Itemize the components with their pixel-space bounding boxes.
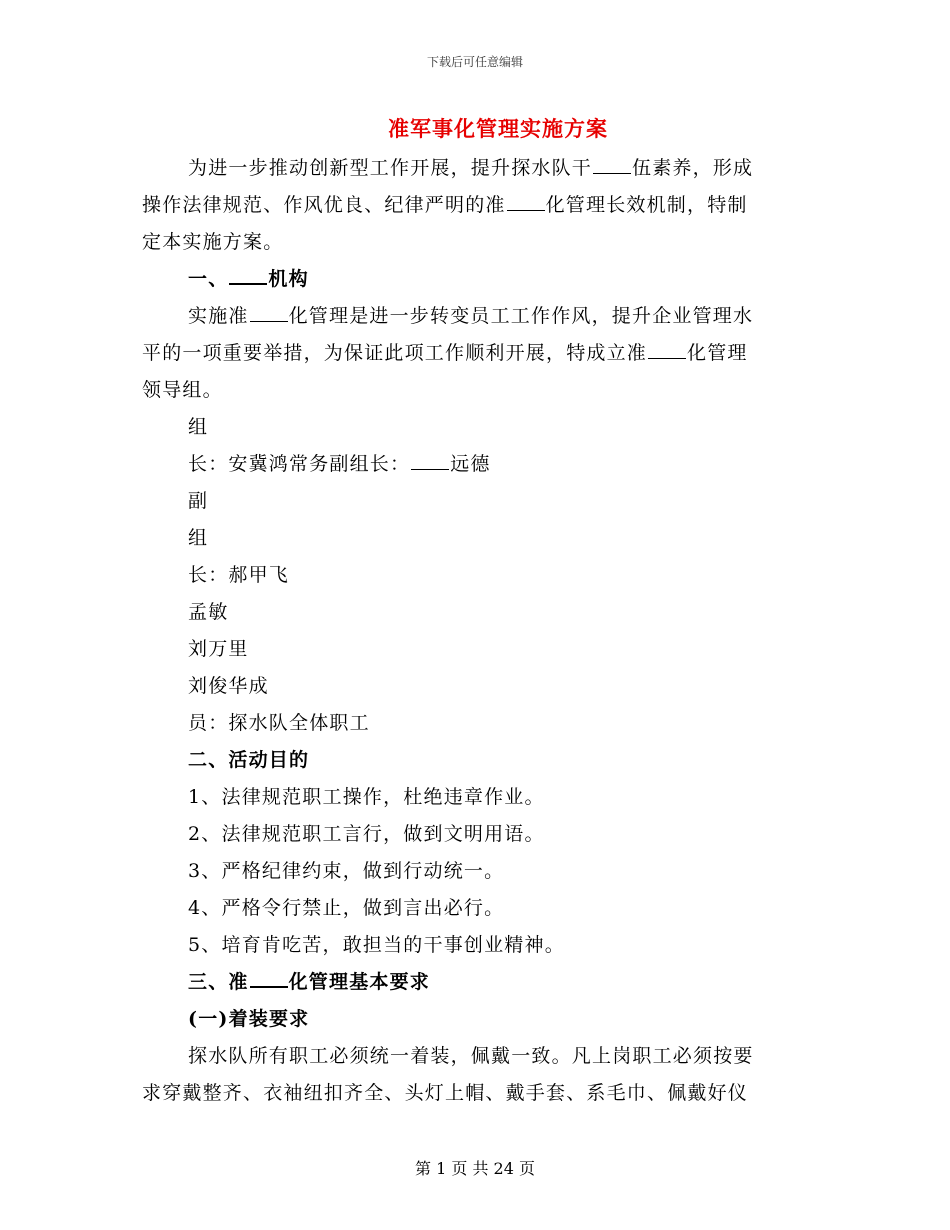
intro-text: 为进一步推动创新型工作开展，提升探水队干 (188, 157, 593, 179)
org-line: 组 (188, 527, 209, 549)
section-3-heading (142, 964, 802, 1001)
heading-text: 三、准 (188, 971, 249, 993)
section-2-heading: 二、活动目的 (188, 749, 310, 771)
section-3-para-line-2: 求穿戴整齐、衣袖纽扣齐全、头灯上帽、戴手套、系毛巾、佩戴好仪 (142, 1082, 749, 1104)
intro-line-3: 定本实施方案。 (142, 231, 284, 253)
intro-text: 操作法律规范、作风优良、纪律严明的准 (142, 194, 506, 216)
section-1-para-line-1 (142, 298, 802, 335)
org-line: 员：探水队全体职工 (188, 712, 370, 734)
list-item: 3、严格纪律约束，做到行动统一。 (188, 860, 505, 882)
org-line: 孟敏 (188, 601, 229, 623)
page-header-note: 下载后可任意编辑 (426, 55, 523, 69)
org-line: 长：郝甲飞 (188, 564, 290, 586)
org-line: 组 (188, 416, 209, 438)
para-text: 平的一项重要举措，为保证此项工作顺利开展，特成立准 (142, 342, 648, 364)
para-text: 化管理 (687, 342, 748, 364)
heading-text: 化管理基本要求 (288, 971, 431, 993)
blank-placeholder (411, 449, 449, 470)
intro-line-2 (142, 187, 802, 224)
list-item: 2、法律规范职工言行，做到文明用语。 (188, 823, 545, 845)
heading-text: 一、 (188, 268, 229, 290)
section-3-para-line-1: 探水队所有职工必须统一着装，佩戴一致。凡上岗职工必须按要 (188, 1045, 754, 1067)
blank-placeholder (229, 263, 267, 285)
section-1-heading (142, 261, 802, 298)
blank-placeholder (593, 153, 631, 174)
para-text: 化管理是进一步转变员工工作作风，提升企业管理水 (288, 305, 754, 327)
org-line (142, 446, 802, 483)
heading-text: 机构 (268, 268, 309, 290)
blank-placeholder (648, 338, 686, 359)
org-text: 远德 (450, 453, 491, 475)
subsection-heading: (一)着装要求 (188, 1008, 310, 1030)
blank-placeholder (507, 190, 545, 211)
list-item: 4、严格令行禁止，做到言出必行。 (188, 897, 505, 919)
page-title: 准军事化管理实施方案 (388, 116, 608, 141)
org-line: 刘俊华成 (188, 675, 269, 697)
section-1-para-line-3: 领导组。 (142, 379, 223, 401)
org-line: 副 (188, 490, 209, 512)
intro-text: 伍素养，形成 (632, 157, 754, 179)
intro-text: 化管理长效机制，特制 (545, 194, 748, 216)
list-item: 5、培育肯吃苦，敢担当的干事创业精神。 (188, 934, 565, 956)
intro-line-1 (142, 150, 802, 187)
para-text: 实施准 (188, 305, 249, 327)
blank-placeholder (250, 966, 288, 988)
section-1-para-line-2 (142, 335, 802, 372)
org-text: 长：安冀鸿常务副组长： (188, 453, 411, 475)
list-item: 1、法律规范职工操作，杜绝违章作业。 (188, 786, 545, 808)
document-body (142, 150, 802, 1112)
blank-placeholder (250, 301, 288, 322)
org-line: 刘万里 (188, 638, 249, 660)
page-footer-number: 第 1 页 共 24 页 (415, 1159, 535, 1178)
